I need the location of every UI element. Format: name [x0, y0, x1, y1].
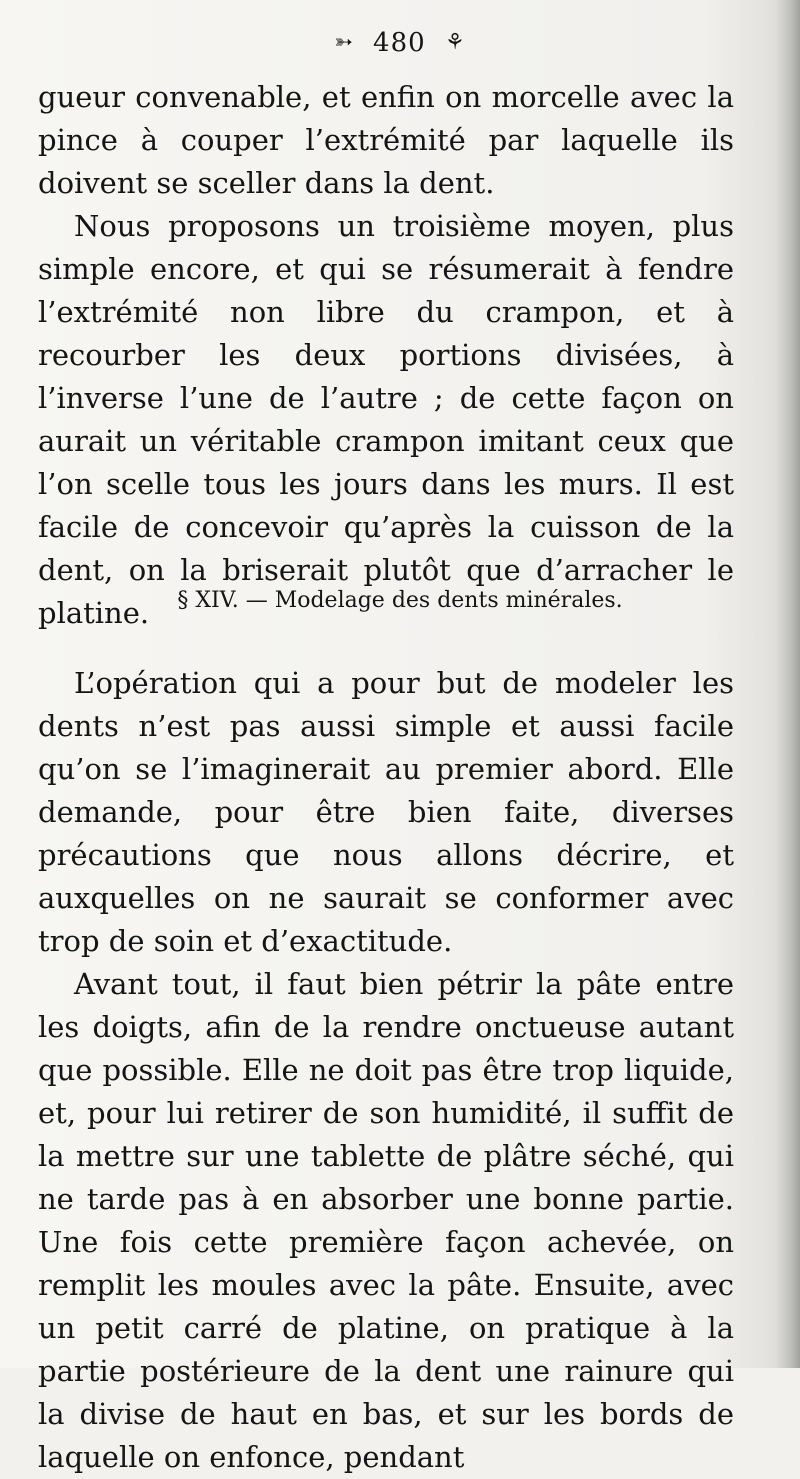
paragraph: Avant tout, il faut bien pétrir la pâte entre les doigts, afin de la rendre onctueuse autant que possible. Elle ne doit pas être trop liquide, et, pour lui retirer de son humidité, il suffit de la mettre sur une tablette de plâtre séché, qui ne tarde pas à en absorber une bonne partie. Une fois cette première façon achevée, on remplit les moules avec la pâte. Ensuite, avec un petit carré de platine, on pratique à la partie postérieure de la dent une rainure qui la divise de haut en bas, et sur les bords de laquelle on enfonce, pendant [38, 967, 734, 1474]
text-block-top [38, 76, 734, 635]
section-heading: § XIV. — Modelage des dents minérales. [177, 588, 623, 613]
ornament-right-icon: ⚘ [444, 30, 466, 55]
page-edge-shadow [776, 0, 800, 1368]
page-number: 480 [373, 28, 426, 58]
paragraph: Nous proposons un troisième moyen, plus simple encore, et qui se résumerait à fendre l’extrémité non libre du crampon, et à recourber les deux portions divisées, à l’inverse l’une de l’autre ; de cette façon on aurait un véritable crampon imitant ceux que l’on scelle tous les jours dans les murs. Il est facile de concevoir qu’après la cuisson de la dent, on la briserait plutôt que d’arracher le platine. [38, 209, 734, 630]
paragraph: L’opération qui a pour but de modeler les dents n’est pas aussi simple et aussi facile qu’on se l’imaginerait au premier abord. Elle demande, pour être bien faite, diverses précautions que nous allons décrire, et auxquelles on ne saurait se conformer avec trop de soin et d’exactitude. [38, 666, 734, 958]
text-block-bottom [38, 662, 734, 1479]
paragraph-continuation: gueur convenable, et enfin on morcelle avec la pince à couper l’extrémité par laquelle ils doivent se sceller dans la dent. [38, 80, 734, 200]
page-header [0, 28, 800, 60]
ornament-left-icon: ➳ [334, 30, 354, 55]
